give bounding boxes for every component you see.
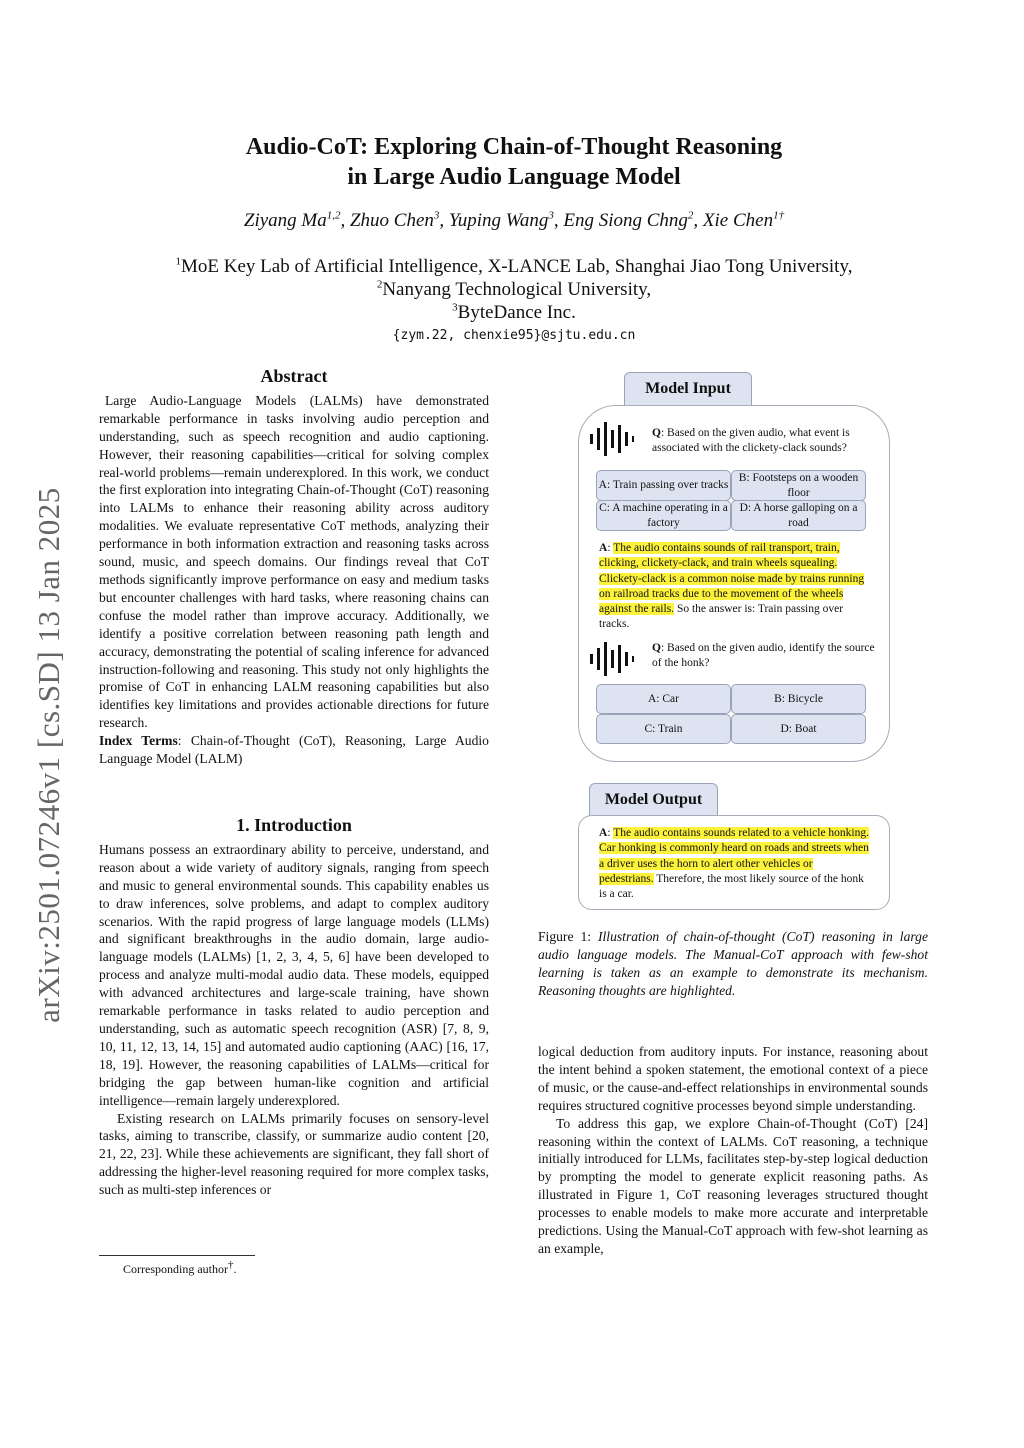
intro-paragraph-2: Existing research on LALMs primarily focuses on sensory-level tasks, aiming to transcribe, classify, or summarize audio content [20, 21, 22, 23]. While these achievements are significant, they fall short of addressing the higher-level reasoning required for more complex tasks, such as multi-step inferences or [99,1110,489,1198]
q1-option-b: B: Footsteps on a wooden floor [731,470,866,501]
author: Ziyang Ma$^{1,2}$, [243,209,350,231]
paper-title [100,132,928,192]
figure-1-caption: Figure 1: Illustration of chain-of-thought (CoT) reasoning in large audio language models. The Manual-CoT approach with few-shot learning is taken as an example to demonstrate its mechanism. Reasoning thoughts are highlighted. [538,929,928,998]
affiliation-2: $^2$Nanyang Technological University, [376,278,652,300]
right-paragraph-1: logical deduction from auditory inputs. For instance, reasoning about the intent behind a spoken statement, the emotional context of a piece of music, or the cause-and-effect relationships in environmental sounds requires structured cognitive processes beyond simple understanding. [538,1044,928,1113]
author: Zhuo Chen$^3$, [349,209,449,231]
contact-email: {zym.22, chenxie95}@sjtu.edu.cn [392,328,636,343]
author: Yuping Wang$^3$, [448,209,564,231]
model-output-tab: Model Output [589,783,718,816]
q2-option-d: D: Boat [731,714,866,744]
reasoning-highlight: The audio contains sounds of rail transport, train, clicking, clickety-clack, and train wheels squealing. Clickety-clack is a common noise made by trains running on railroad tracks due to the movement of the wheels against the rails. [599,542,865,616]
right-column-text [538,1043,928,1258]
arxiv-identifier: arXiv:2501.07246v1 [cs.SD] 13 Jan 2025 [31,487,66,1023]
index-terms: Index Terms: Chain-of-Thought (CoT), Reasoning, Large Audio Language Model (LALM) [99,733,489,767]
affiliations [100,255,928,324]
q2-option-a: A: Car [596,684,731,714]
intro-paragraph-1: Humans possess an extraordinary ability to perceive, understand, and reason about a wide variety of auditory signals, ranging from speech and music to general environmental sounds. This capability enables us to draw inferences, solve problems, and adapt to complex auditory scenarios. With the rapid progress of large language models (LLMs) and significant breakthroughs in the audio domain, large audio-language models (LALMs) [1, 2, 3, 4, 5, 6] have been developed to process and analyze multi-modal audio data. These models, equipped with advanced architectures and large-scale training, have shown remarkable performance in tasks related to audio perception and understanding, such as automatic speech recognition (ASR) [7, 8, 9, 10, 11, 12, 13, 14, 15] and automated audio captioning (AAC) [16, 17, 18, 19]. However, the reasoning capabilities of LALMs—critical for bridging the gap between human-like cognition and artificial intelligence—remain largely underexplored. [99,841,489,1108]
title-line-1: Audio-CoT: Exploring Chain-of-Thought Reasoning [245,134,783,160]
q1-option-a: A: Train passing over tracks [596,470,731,501]
abstract-heading: Abstract [260,366,328,386]
author: Xie Chen$^{1\dagger}$ [702,209,785,231]
audio-waveform-icon [588,640,636,678]
question-2: Q: Based on the given audio, identify the source of the honk? [652,642,875,669]
q1-option-c: C: A machine operating in a factory [596,500,731,531]
arxiv-side-banner [28,460,70,1050]
footnote-rule [99,1255,255,1256]
answer-1: A: The audio contains sounds of rail transport, train, clicking, clickety-clack, and train wheels squealing. Clickety-clack is a common noise made by trains running on railroad tracks due to the movement of the wheels against the rails. So the answer is: Train passing over tracks. [599,542,865,631]
affiliation-3: $^3$ByteDance Inc. [452,301,576,323]
introduction-section [99,817,489,1199]
q2-option-c: C: Train [596,714,731,744]
model-output-answer: A: The audio contains sounds related to a vehicle honking. Car honking is commonly heard on roads and streets when a driver uses the horn to alert other vehicles or pedestrians. Therefore, the most likely source of the honk is a car. [599,827,869,901]
footnote: Corresponding author†. [123,1259,237,1276]
abstract-section [99,368,489,768]
author-list [100,210,928,232]
title-line-2: in Large Audio Language Model [347,164,681,190]
abstract-body: Large Audio-Language Models (LALMs) have demonstrated remarkable performance in tasks involving audio perception and understanding, such as speech recognition and audio captioning. However, their reasoning capabilities—critical for solving complex real-world problems—remain underexplored. In this work, we conduct the first exploration into integrating Chain-of-Thought (CoT) reasoning into LALMs to enhance their reasoning ability across auditory modalities. We evaluate representative CoT methods, analyzing their performance in both information extraction and reasoning tasks across sound, music, and speech domains. Our findings reveal that CoT methods significantly improve performance on easy and medium tasks but encounter challenges with hard tasks, where reasoning chains can confuse the model rather than improve accuracy. Additionally, we identify a positive correlation between reasoning path length and accuracy, demonstrating the potential of scaling inference for advanced instruction-following and reasoning. This study not only highlights the promise of CoT in enhancing LALM reasoning capabilities but also identifies key limitations and provides actionable directions for future research. [99,392,489,731]
audio-waveform-icon [588,420,636,458]
model-input-tab: Model Input [624,372,752,407]
author: Eng Siong Chng$^2$, [563,209,703,231]
q2-option-b: B: Bicycle [731,684,866,714]
q1-option-d: D: A horse galloping on a road [731,500,866,531]
reasoning-highlight: The audio contains sounds related to a vehicle honking. Car honking is commonly heard on roads and streets when a driver uses the horn to alert other vehicles or pedestrians. [599,827,869,885]
affiliation-1: $^1$MoE Key Lab of Artificial Intelligence, X-LANCE Lab, Shanghai Jiao Tong University, [175,255,853,277]
question-1: Q: Based on the given audio, what event is associated with the clickety-clack sounds? [652,427,850,454]
introduction-heading: 1. Introduction [236,815,352,835]
right-paragraph-2: To address this gap, we explore Chain-of-Thought (CoT) [24] reasoning within the context of LALMs. CoT reasoning, a technique initially introduced for LLMs, facilitates step-by-step logical deduction by prompting the model to generate explicit reasoning paths. As illustrated in Figure 1, CoT reasoning leverages structured thought processes to enable models to make more accurate and interpretable predictions. Using the Manual-CoT approach with few-shot learning as an example, [538,1115,928,1256]
